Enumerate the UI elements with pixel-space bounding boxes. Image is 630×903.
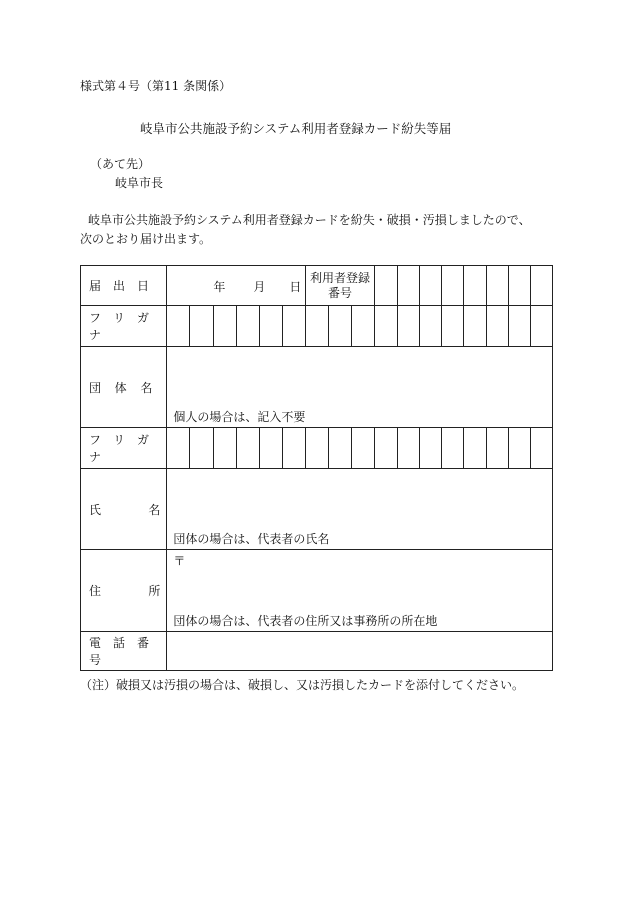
- phone-input-cell[interactable]: [167, 632, 553, 671]
- furigana-char-cell[interactable]: [190, 428, 213, 469]
- registration-number-label-cell: [305, 266, 374, 306]
- address-input-cell[interactable]: [167, 550, 553, 632]
- furigana-char-cell[interactable]: [508, 428, 530, 469]
- furigana-char-cell[interactable]: [486, 306, 508, 347]
- group-name-label-char: 名: [140, 380, 153, 395]
- furigana-char-cell[interactable]: [352, 428, 375, 469]
- date-input-cell[interactable]: [167, 266, 306, 306]
- furigana-char-cell[interactable]: [236, 428, 259, 469]
- furigana-char-cell[interactable]: [530, 306, 552, 347]
- name-label-char: 氏: [89, 502, 102, 517]
- registration-digit-cell[interactable]: [375, 266, 398, 306]
- furigana-char-cell[interactable]: [259, 428, 282, 469]
- furigana-char-cell[interactable]: [282, 306, 305, 347]
- registration-number-label-line2: 番号: [328, 285, 353, 300]
- group-name-label-cell: [81, 347, 167, 428]
- furigana-char-cell[interactable]: [167, 306, 190, 347]
- registration-number-label-line1: 利用者登録: [310, 270, 371, 285]
- addressee-heading: （あて先）: [90, 157, 151, 171]
- furigana-char-cell[interactable]: [530, 428, 552, 469]
- furigana-char-cell[interactable]: [398, 428, 420, 469]
- name-furigana-label: フ リ ガ ナ: [81, 428, 167, 469]
- name-label-char: 名: [148, 502, 161, 517]
- furigana-char-cell[interactable]: [486, 428, 508, 469]
- row-address: [81, 550, 553, 632]
- furigana-char-cell[interactable]: [305, 428, 328, 469]
- address-label-cell: [81, 550, 167, 632]
- furigana-char-cell[interactable]: [375, 428, 398, 469]
- furigana-char-cell[interactable]: [464, 306, 486, 347]
- furigana-char-cell[interactable]: [420, 428, 442, 469]
- furigana-char-cell[interactable]: [464, 428, 486, 469]
- registration-digit-cell[interactable]: [486, 266, 508, 306]
- furigana-char-cell[interactable]: [328, 306, 351, 347]
- furigana-char-cell[interactable]: [352, 306, 375, 347]
- address-label-char: 所: [148, 584, 161, 598]
- furigana-char-cell[interactable]: [442, 428, 464, 469]
- row-name-furigana: [81, 428, 553, 469]
- registration-digit-cell[interactable]: [398, 266, 420, 306]
- furigana-char-cell[interactable]: [259, 306, 282, 347]
- address-hint: 団体の場合は、代表者の住所又は事務所の所在地: [173, 614, 438, 628]
- furigana-char-cell[interactable]: [213, 428, 236, 469]
- group-name-hint: 個人の場合は、記入不要: [173, 410, 306, 424]
- form-number-label: 様式第４号（第11 条関係）: [80, 79, 232, 93]
- addressee-name: 岐阜市長: [115, 176, 164, 190]
- registration-digit-cell[interactable]: [530, 266, 552, 306]
- postal-mark: 〒: [173, 554, 186, 568]
- name-input-cell[interactable]: [167, 469, 553, 550]
- body-text-line2: 次のとおり届け出ます。: [80, 232, 212, 246]
- furigana-char-cell[interactable]: [328, 428, 351, 469]
- name-label-cell: [81, 469, 167, 550]
- registration-digit-cell[interactable]: [464, 266, 486, 306]
- furigana-char-cell[interactable]: [375, 306, 398, 347]
- address-label-char: 住: [89, 584, 102, 598]
- furigana-char-cell[interactable]: [213, 306, 236, 347]
- group-name-label-char: 体: [114, 380, 127, 395]
- month-label: 月: [253, 279, 266, 294]
- registration-form-table: [80, 265, 553, 671]
- row-group-name: [81, 347, 553, 428]
- phone-label: 電 話 番 号: [81, 632, 167, 671]
- furigana-char-cell[interactable]: [282, 428, 305, 469]
- group-name-input-cell[interactable]: [167, 347, 553, 428]
- furigana-char-cell[interactable]: [236, 306, 259, 347]
- year-label: 年: [213, 279, 226, 294]
- furigana-char-cell[interactable]: [190, 306, 213, 347]
- registration-digit-cell[interactable]: [420, 266, 442, 306]
- name-hint: 団体の場合は、代表者の氏名: [173, 532, 330, 546]
- furigana-char-cell[interactable]: [167, 428, 190, 469]
- furigana-char-cell[interactable]: [398, 306, 420, 347]
- body-text-line1: 岐阜市公共施設予約システム利用者登録カードを紛失・破損・汚損しましたので、: [88, 213, 531, 227]
- document-title: 岐阜市公共施設予約システム利用者登録カード紛失等届: [140, 121, 452, 136]
- row-date: [81, 266, 553, 306]
- row-name: [81, 469, 553, 550]
- row-group-furigana: [81, 306, 553, 347]
- registration-digit-cell[interactable]: [442, 266, 464, 306]
- date-label: 届 出 日: [89, 279, 150, 293]
- day-label: 日: [289, 279, 302, 294]
- registration-digit-cell[interactable]: [508, 266, 530, 306]
- furigana-char-cell[interactable]: [420, 306, 442, 347]
- footnote: （注）破損又は汚損の場合は、破損し、又は汚損したカードを添付してください。: [80, 678, 525, 692]
- furigana-char-cell[interactable]: [442, 306, 464, 347]
- furigana-char-cell[interactable]: [508, 306, 530, 347]
- row-phone: [81, 632, 553, 671]
- furigana-char-cell[interactable]: [305, 306, 328, 347]
- group-furigana-label: フ リ ガ ナ: [81, 306, 167, 347]
- group-name-label-char: 団: [89, 380, 102, 395]
- date-label-cell: [81, 266, 167, 306]
